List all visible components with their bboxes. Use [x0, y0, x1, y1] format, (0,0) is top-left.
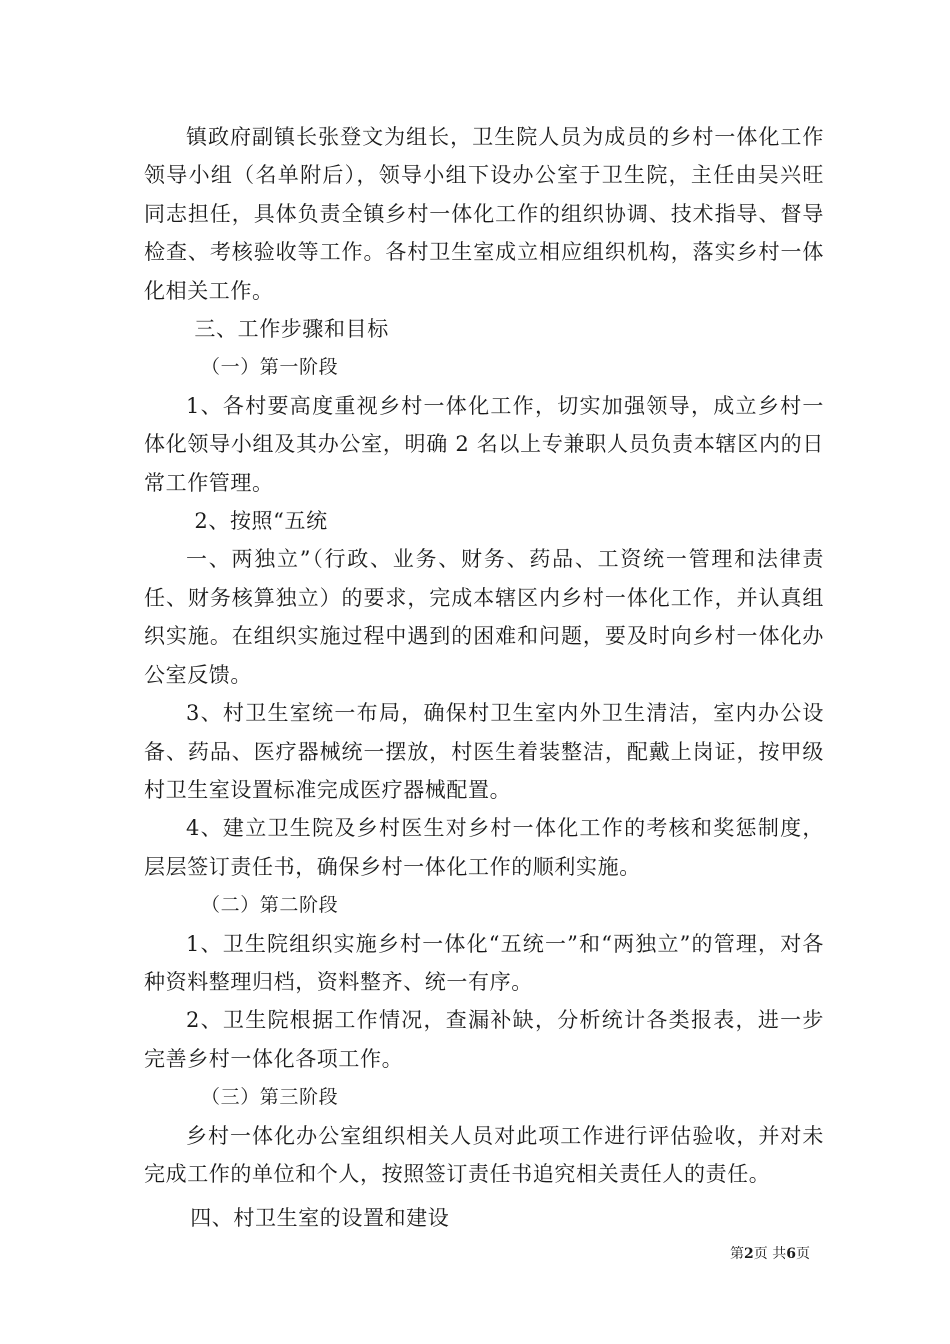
page-number-footer	[730, 1245, 810, 1263]
paragraph-phase-one-item-2-start: 2、按照“五统	[194, 509, 328, 534]
paragraph-phase-three: 乡村一体化办公室组织相关人员对此项工作进行评估验收，并对未完成工作的单位和个人，按照签订责任书追究相关责任人的责任。	[144, 1123, 824, 1186]
paragraph-phase-one-item-3: 3、村卫生室统一布局，确保村卫生室内外卫生清洁，室内办公设备、药品、医疗器械统一摆放，村医生着装整洁，配戴上岗证，按甲级村卫生室设置标准完成医疗器械配置。	[144, 701, 824, 802]
footer-total-pages: 6	[786, 1246, 796, 1262]
footer-current-page: 2	[744, 1246, 754, 1262]
document-body	[144, 118, 824, 1238]
subheading-phase-one: （一）第一阶段	[201, 356, 339, 379]
footer-suffix: 页	[796, 1246, 810, 1262]
paragraph-phase-two-item-1: 1、卫生院组织实施乡村一体化“五统一”和“两独立”的管理，对各种资料整理归档，资料整齐、统一有序。	[144, 931, 824, 994]
paragraph-phase-one-item-2-cont: 一、两独立”（行政、业务、财务、药品、工资统一管理和法律责任、财务核算独立）的要求，完成本辖区内乡村一体化工作，并认真组织实施。在组织实施过程中遇到的困难和问题，要及时向乡村一体化办公室反馈。	[144, 547, 824, 687]
paragraph-leadership-group: 镇政府副镇长张登文为组长，卫生院人员为成员的乡村一体化工作领导小组（名单附后），领导小组下设办公室于卫生院，主任由吴兴旺同志担任，具体负责全镇乡村一体化工作的组织协调、技术指导、督导检查、考核验收等工作。各村卫生室成立相应组织机构，落实乡村一体化相关工作。	[144, 125, 824, 303]
section-heading-clinic-setup: 四、村卫生室的设置和建设	[190, 1206, 450, 1231]
paragraph-phase-two-item-2: 2、卫生院根据工作情况，查漏补缺，分析统计各类报表，进一步完善乡村一体化各项工作。	[144, 1008, 824, 1071]
subheading-phase-two: （二）第二阶段	[201, 894, 339, 917]
subheading-phase-three: （三）第三阶段	[201, 1086, 339, 1109]
section-heading-steps-goals: 三、工作步骤和目标	[194, 317, 389, 342]
footer-middle: 页 共	[753, 1246, 787, 1262]
paragraph-phase-one-item-4: 4、建立卫生院及乡村医生对乡村一体化工作的考核和奖惩制度，层层签订责任书，确保乡村一体化工作的顺利实施。	[144, 816, 824, 879]
paragraph-phase-one-item-1: 1、各村要高度重视乡村一体化工作，切实加强领导，成立乡村一体化领导小组及其办公室，明确 2 名以上专兼职人员负责本辖区内的日常工作管理。	[144, 393, 824, 495]
footer-prefix: 第	[730, 1246, 745, 1262]
